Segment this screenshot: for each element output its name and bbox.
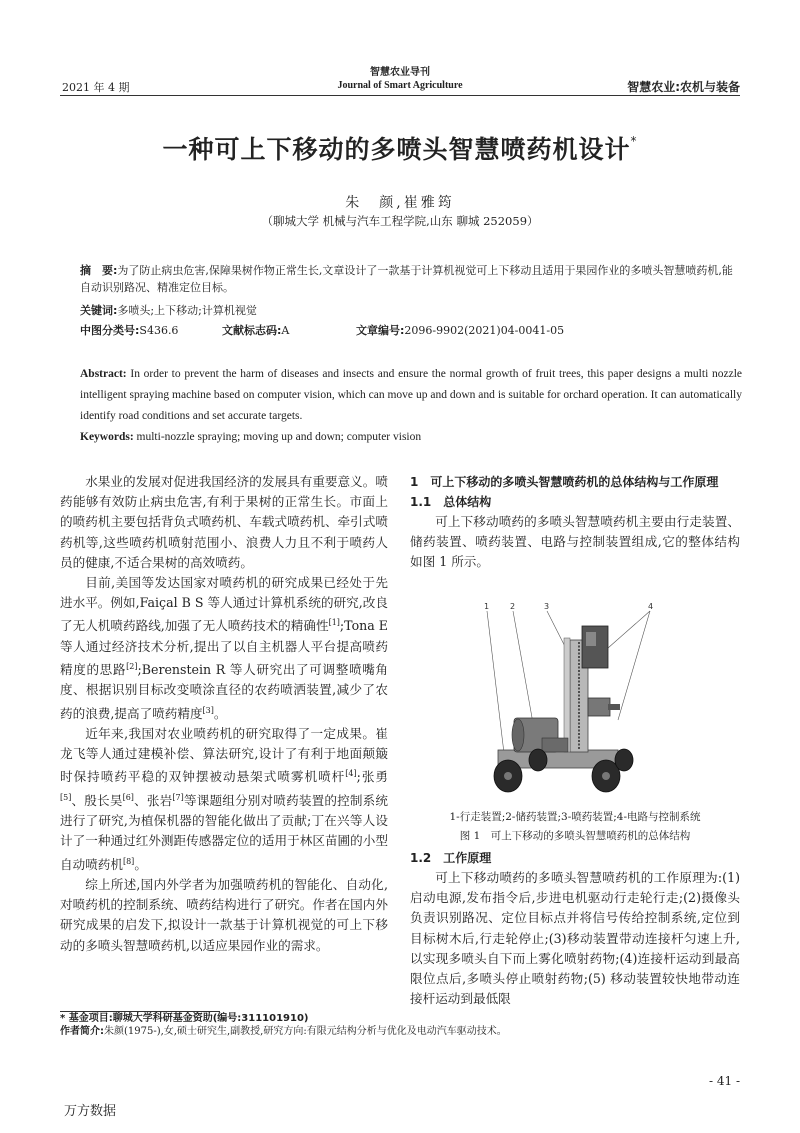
clc-code [80, 322, 179, 339]
text-run: ;Berenstein R 等人研究出了可调整喷嘴角度、根据识别目标改变喷涂直径的农药喷洒装置,减少了农药的浪费,提高了喷药精度 [60, 662, 389, 721]
citation-ref: [1] [328, 618, 340, 628]
citation-ref: [6] [122, 792, 134, 802]
title-text: 一种可上下移动的多喷头智慧喷药机设计 [162, 135, 631, 164]
wheel-rear-right [529, 749, 547, 771]
text-run: ;Tona E 等人通过经济技术分析,提出了以自主机器人平台提高喷药精度的思路 [60, 618, 388, 678]
author-text: 朱颜(1975-),女,硕士研究生,副教授,研究方向:有限元结构分析与优化及电动汽车驱动技术。 [104, 1026, 507, 1037]
fig-label-3: 3 [544, 602, 550, 611]
wheel-front-right [615, 749, 633, 771]
text-run: 等课题组分别对喷药装置的控制系统进行了研究,为植保机器的智能化做出了贡献;丁在兴等人设计了一种通过红外测距传感器定位的适用于林区苗圃的小型自动喷药机 [60, 792, 389, 872]
author-note [60, 1025, 750, 1038]
footnote [60, 1012, 750, 1038]
figure-1-machine-drawing [478, 600, 678, 804]
left-column [60, 472, 388, 956]
keywords-en-label: Keywords: [80, 431, 134, 443]
text-run: 。 [213, 705, 227, 721]
abstract-cn-text: 为了防止病虫危害,保障果树作物正常生长,文章设计了一款基于计算机视觉可上下移动且适用于果园作业的多喷头智慧喷药机,能自动识别路况、精准定位目标。 [80, 264, 733, 294]
paper-title [0, 130, 800, 166]
text-run: 、殷长昊 [71, 792, 123, 808]
citation-ref: [7] [172, 792, 184, 802]
journal-name-en: Journal of Smart Agriculture [337, 80, 463, 91]
figure-legend: 1-行走装置;2-储药装置;3-喷药装置;4-电路与控制系统 [449, 811, 701, 823]
citation-ref: [5] [60, 792, 72, 802]
header-rule [60, 95, 740, 96]
journal-name-cn: 智慧农业导刊 [370, 67, 430, 78]
keywords-cn [80, 302, 740, 319]
text-run: 近年来,我国对农业喷药机的研究取得了一定成果。崔龙飞等人通过建模补偿、算法研究,设计了有利于地面颠簸时保持喷药平稳的双钟摆被动悬架式喷雾机喷杆 [60, 726, 388, 785]
watermark: 万方数据 [64, 1104, 117, 1119]
fund-note [60, 1012, 750, 1025]
fund-label: * 基金项目: [60, 1013, 113, 1024]
hub [602, 772, 610, 780]
doc-code [222, 322, 290, 339]
section-heading-1-1: 1.1 总体结构 [410, 495, 492, 509]
title-footnote-mark: * [630, 134, 638, 148]
keywords-cn-label: 关键词: [80, 304, 118, 317]
article-number [356, 322, 565, 339]
abstract-cn [80, 262, 740, 296]
article-value: 2096-9902(2021)04-0041-05 [404, 324, 565, 337]
right-column-top [410, 472, 740, 573]
article-label: 文章编号: [356, 324, 405, 337]
principle-paragraph: 可上下移动喷药的多喷头智慧喷药机的工作原理为:(1)启动电源,发布指令后,步进电机驱动行走轮行走;(2)摄像头负责识别路况、定位目标点并将信号传给控制系统,定位到目标树木后,行走轮停止;(3)移动装置带动连接杆匀速上升,以实现多喷头自下而上雾化喷射药物;(4)连接杆运动到最高限位点后,多喷头停止喷射药物;(5) 移动装置较快地带动连接杆运动到最低限 [410, 870, 740, 1007]
text-run: 。 [134, 856, 147, 872]
nozzle-carriage [588, 698, 610, 716]
page-number: - 41 - [708, 1074, 740, 1088]
doc-value: A [281, 324, 290, 337]
citation-ref: [2] [126, 662, 138, 672]
stepper-motor [542, 738, 568, 752]
citation-ref: [3] [202, 705, 214, 715]
fig-label-4: 4 [648, 602, 654, 611]
fig-label-2: 2 [510, 602, 516, 611]
section-heading-1: 1 可上下移动的多喷头智慧喷药机的总体结构与工作原理 [410, 475, 719, 489]
issue-label: 2021 年 4 期 [62, 81, 130, 94]
camera [586, 632, 596, 646]
structure-paragraph: 可上下移动喷药的多喷头智慧喷药机主要由行走装置、储药装置、喷药装置、电路与控制装置组成,它的整体结构如图 1 所示。 [410, 514, 740, 570]
intro-paragraph-2 [60, 573, 388, 724]
section-heading-1-2: 1.2 工作原理 [410, 851, 492, 865]
affiliation: （聊城大学 机械与汽车工程学院,山东 聊城 252059） [261, 214, 539, 228]
guide-rail [564, 638, 570, 752]
abstract-en-label: Abstract: [80, 368, 127, 380]
clc-label: 中图分类号: [80, 324, 140, 337]
hub [504, 772, 512, 780]
figure-caption: 图 1 可上下移动的多喷头智慧喷药机的总体结构 [459, 830, 691, 842]
text-run: 、张岩 [133, 792, 173, 808]
abstract-cn-label: 摘 要: [80, 264, 118, 277]
abstract-en-text: In order to prevent the harm of diseases and insects and ensure the normal growth of fruit trees, this paper designs a multi nozzle intelligent spraying machine based on computer vision, which can move up and down and is suitable for orchard operation. It can automatically identify road conditions and set accurate targets. [80, 368, 743, 422]
keywords-en [80, 427, 742, 448]
intro-paragraph-1: 水果业的发展对促进我国经济的发展具有重要意义。喷药能够有效防止病虫危害,有利于果树的正常生长。市面上的喷药机主要包括背负式喷药机、车载式喷药机、牵引式喷药机等,这些喷药机喷射范围小、浪费人力且不利于喷药人员的健康,不适合果树的高效喷药。 [60, 474, 388, 570]
text-run: 目前,美国等发达国家对喷药机的研究成果已经处于先进水平。例如,Faiçal B S 等人通过计算机系统的研究,改良了无人机喷药路线,加强了无人喷药技术的精确性 [60, 575, 388, 634]
doc-label: 文献标志码: [222, 324, 282, 337]
text-run: ;张勇 [356, 769, 389, 785]
authors: 朱 颜,崔雅筠 [345, 195, 455, 211]
intro-paragraph-3 [60, 724, 388, 875]
citation-ref: [4] [345, 769, 357, 779]
tank-cap [512, 719, 524, 751]
fund-text: 聊城大学科研基金资助(编号:311101910) [112, 1013, 309, 1024]
nozzle-head [608, 704, 620, 710]
right-column-bottom [410, 848, 740, 1009]
section-label: 智慧农业:农机与装备 [627, 80, 740, 94]
intro-paragraph-4: 综上所述,国内外学者为加强喷药机的智能化、自动化,对喷药机的控制系统、喷药结构进行了研究。作者在国内外研究成果的启发下,拟设计一款基于计算机视觉的可上下移动的多喷头智慧喷药机,以适应果园作业的需求。 [60, 876, 388, 953]
citation-ref: [8] [122, 856, 135, 866]
keywords-cn-text: 多喷头;上下移动;计算机视觉 [117, 304, 257, 317]
abstract-en [80, 364, 742, 427]
clc-value: S436.6 [139, 324, 179, 337]
fig-label-1: 1 [484, 602, 490, 611]
keywords-en-text: multi-nozzle spraying; moving up and down; computer vision [136, 431, 422, 443]
author-label: 作者简介: [60, 1026, 104, 1037]
